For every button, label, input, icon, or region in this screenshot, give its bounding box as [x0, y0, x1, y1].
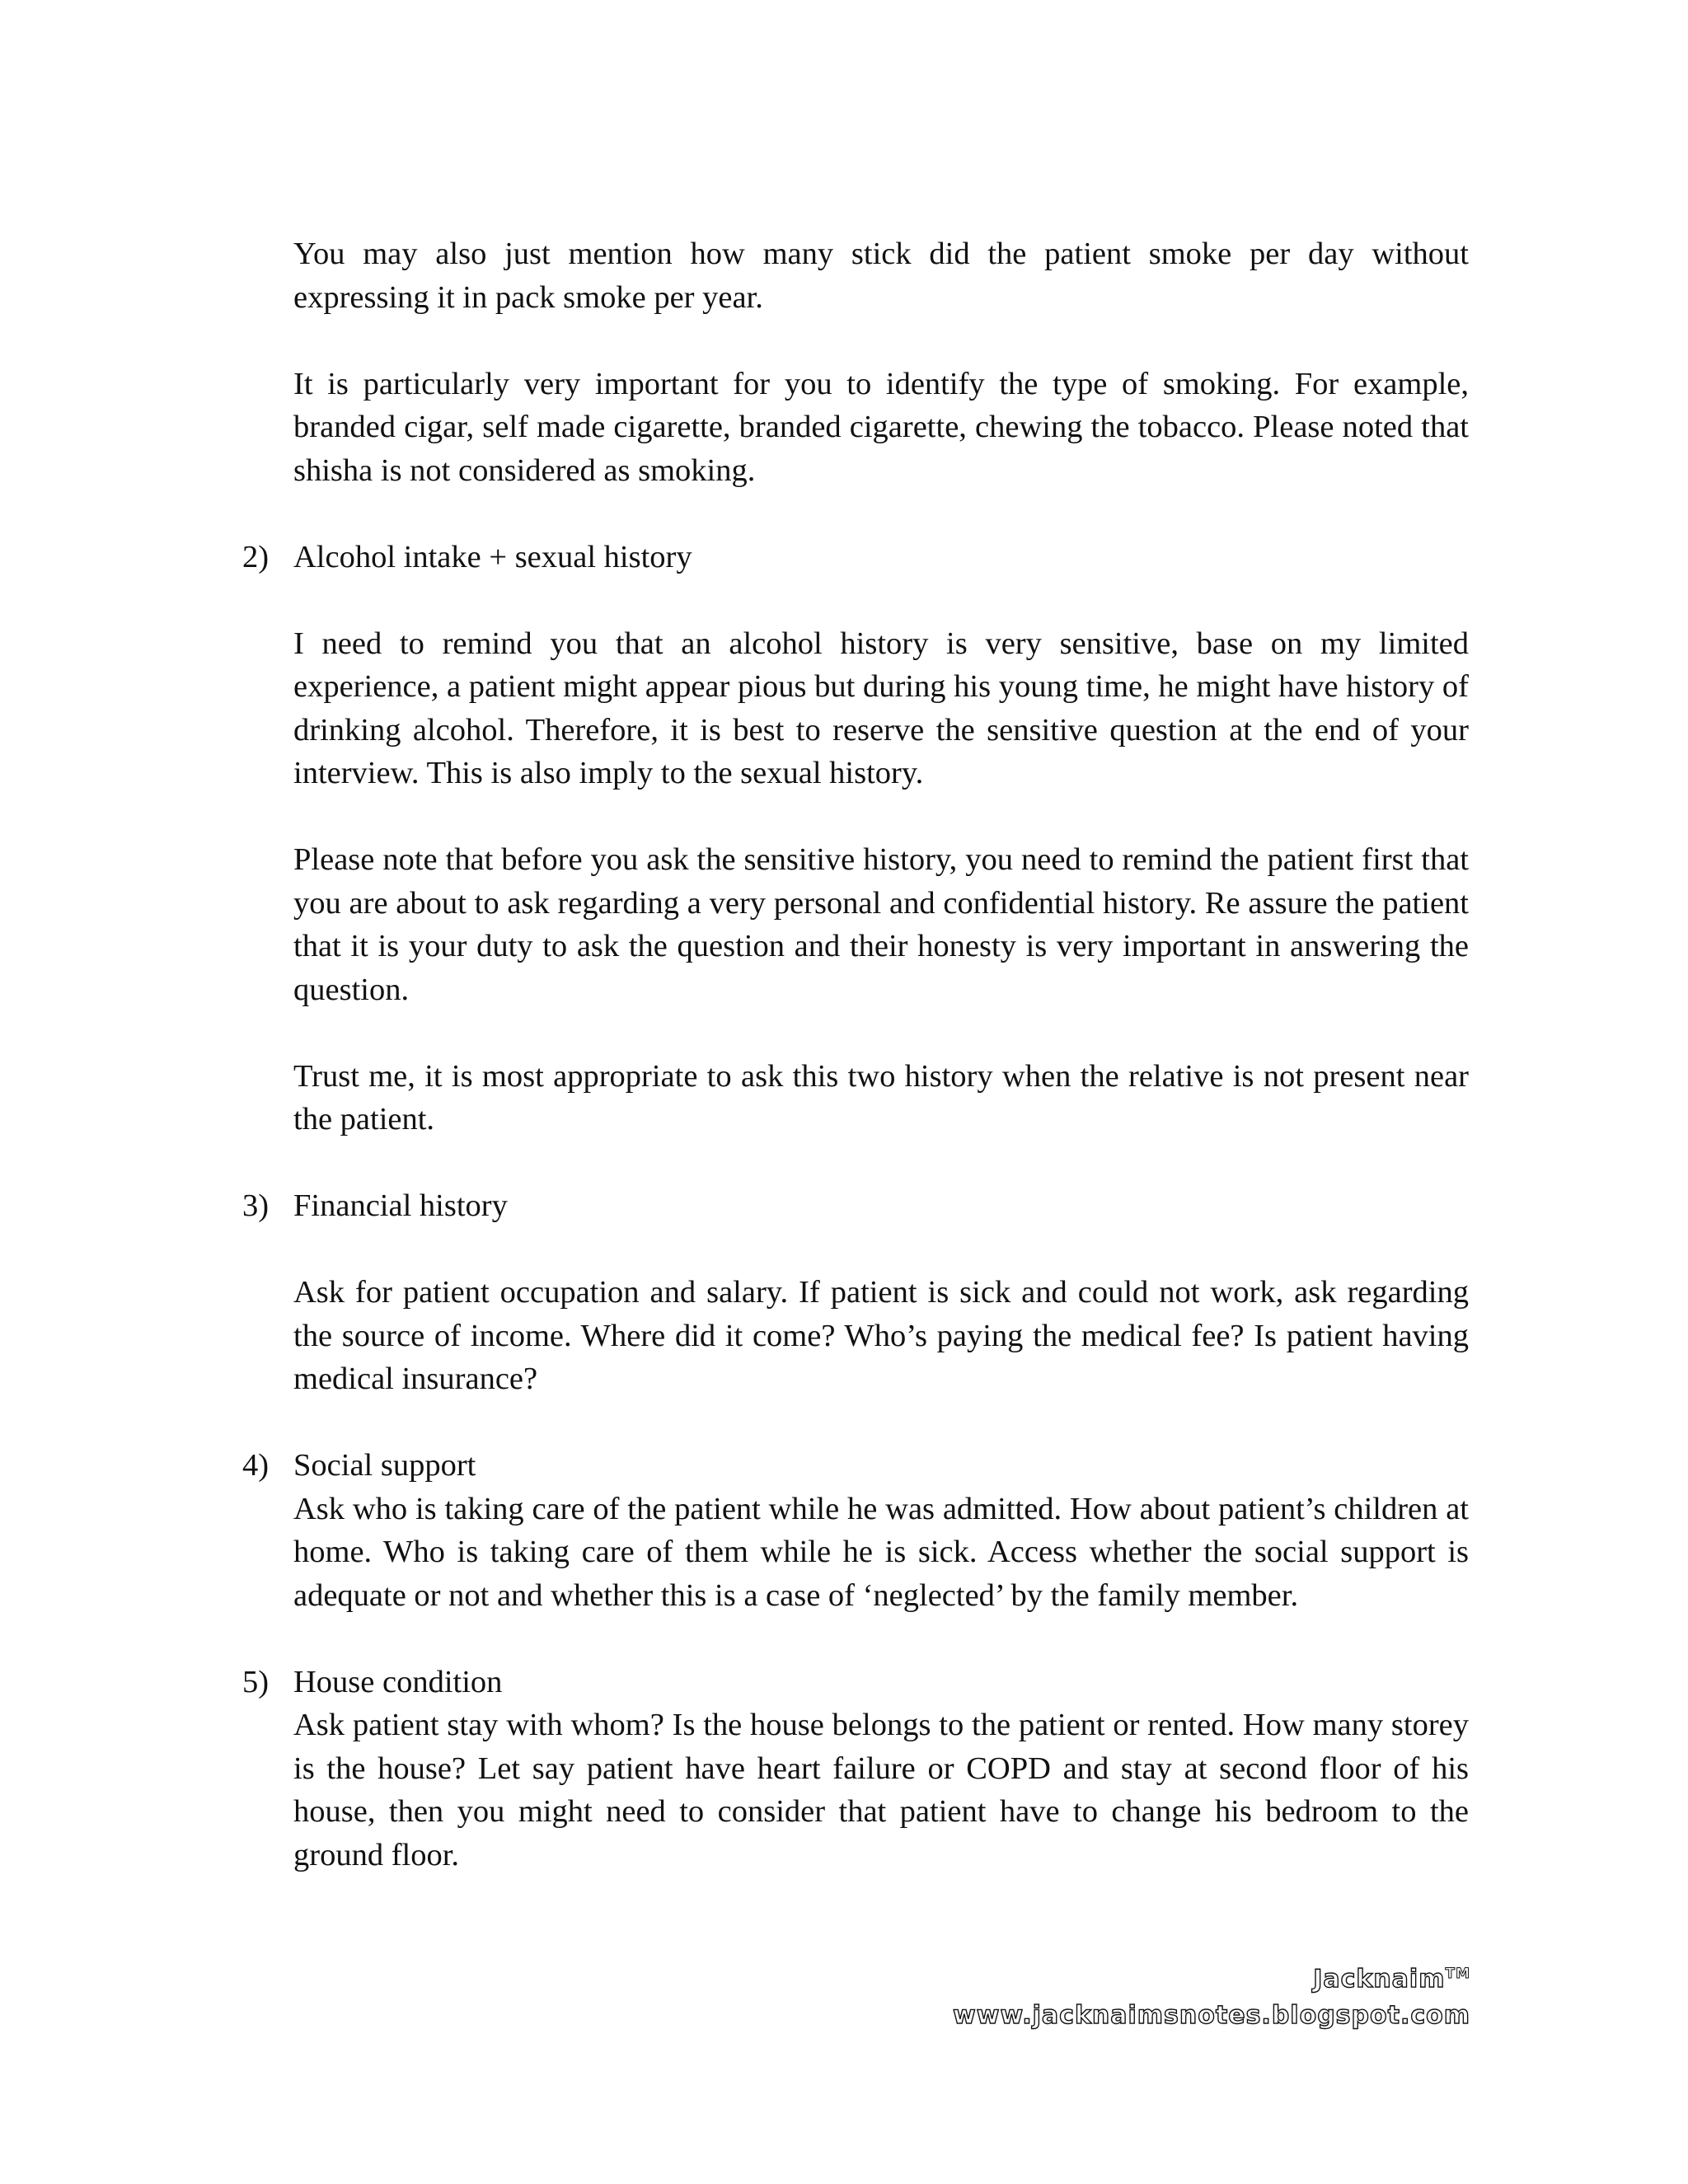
list-item-title: Alcohol intake + sexual history: [293, 539, 692, 574]
list-item-number: 2): [242, 539, 270, 574]
footer-brand-name: Jacknaim: [1313, 1965, 1446, 1994]
list-item-title: Social support: [293, 1448, 476, 1483]
list-item-financial-history: [242, 1184, 1469, 1401]
page-footer: [953, 1956, 1470, 2034]
document-body: [242, 232, 1469, 1920]
list-item-paragraph: Trust me, it is most appropriate to ask this two history when the relative is not present near the patient.: [293, 1058, 1469, 1137]
list-item-paragraph: Ask patient stay with whom? Is the house belongs to the patient or rented. How many storey is the house? Let say patient have heart failure or COPD and stay at second floor of his house, then you might need to consider that patient have to change his bedroom to the ground floor.: [293, 1708, 1469, 1872]
list-item-title: House condition: [293, 1664, 503, 1699]
list-item-social-support: [242, 1444, 1469, 1617]
footer-url: www.jacknaimsnotes.blogspot.com: [953, 2001, 1470, 2030]
list-item-paragraph: Ask for patient occupation and salary. If patient is sick and could not work, ask regarding the source of income. Where did it come? Who’s paying the medical fee? Is patient having medical insurance?: [293, 1275, 1469, 1396]
intro-paragraph-1: You may also just mention how many stick did the patient smoke per day without expressing it in pack smoke per year.: [293, 237, 1469, 315]
list-item-paragraph: Please note that before you ask the sensitive history, you need to remind the patient first that you are about to ask regarding a very personal and confidential history. Re assure the patient that it is your duty to ask the question and their honesty is very important in answering the question.: [293, 842, 1469, 1007]
list-item-alcohol-sexual-history: [242, 536, 1469, 1141]
list-item-number: 5): [242, 1664, 270, 1699]
trademark-symbol: TM: [1445, 1966, 1470, 1982]
list-item-house-condition: [242, 1661, 1469, 1877]
list-item-title: Financial history: [293, 1188, 508, 1223]
list-item-paragraph: Ask who is taking care of the patient while he was admitted. How about patient’s children at home. Who is taking care of them while he is sick. Access whether the social support is adequate or not and whether this is a case of ‘neglected’ by the family member.: [293, 1491, 1469, 1613]
list-item-paragraph: I need to remind you that an alcohol history is very sensitive, base on my limited experience, a patient might appear pious but during his young time, he might have history of drinking alcohol. Therefore, it is best to reserve the sensitive question at the end of your interview. This is also imply to the sexual history.: [293, 626, 1469, 790]
list-item-number: 4): [242, 1448, 270, 1483]
intro-paragraph-2: It is particularly very important for you to identify the type of smoking. For example, branded cigar, self made cigarette, branded cigarette, chewing the tobacco. Please noted that shisha is not considered as smoking.: [293, 366, 1469, 488]
footer-brand: [953, 1956, 1470, 1998]
list-item-number: 3): [242, 1188, 270, 1223]
